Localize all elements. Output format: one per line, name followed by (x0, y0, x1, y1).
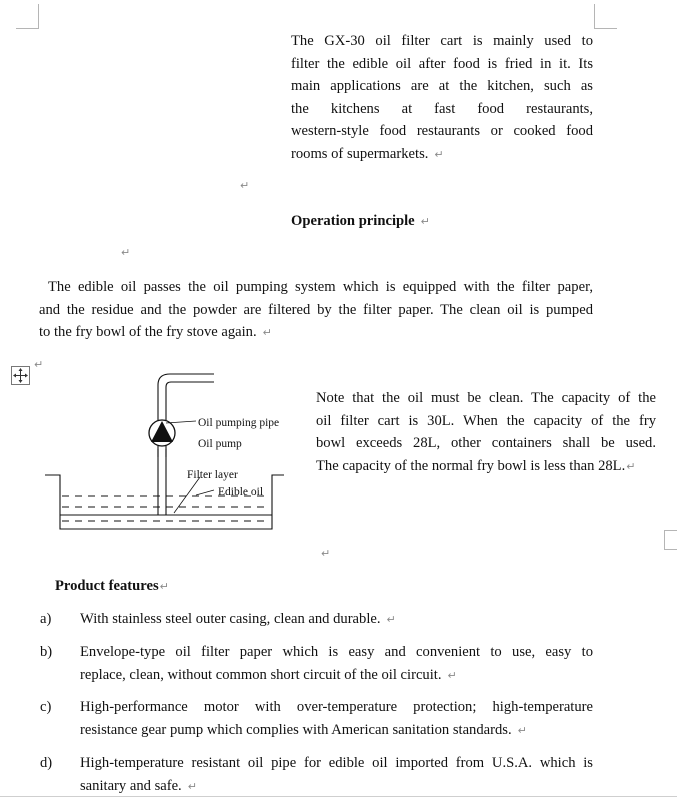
paragraph-mark: ↵ (321, 547, 331, 560)
feature-line: Envelope-type oil filter paper which is easy and convenient to use, easy to (80, 644, 593, 660)
intro-line: main applications are at the kitchen, such as (291, 78, 593, 95)
paragraph-mark: ↵ (386, 613, 396, 626)
intro-paragraph (291, 30, 593, 167)
label-oil-pumping-pipe: Oil pumping pipe (198, 417, 280, 429)
paragraph-mark: ↵ (121, 246, 131, 259)
paragraph-mark: ↵ (240, 179, 250, 192)
label-oil-pump: Oil pump (198, 438, 242, 450)
operation-paragraph (39, 276, 593, 345)
list-marker: a) (40, 611, 52, 627)
intro-line: western-style food restaurants or cooked food (291, 123, 593, 140)
intro-line-last: rooms of supermarkets. ↵ (291, 145, 444, 162)
paragraph-mark: ↵ (434, 147, 444, 161)
note-line: Note that the oil must be clean. The capacity of the (316, 390, 656, 406)
paragraph-mark: ↵ (447, 668, 457, 682)
feature-item-b (0, 641, 677, 689)
list-marker: b) (40, 644, 53, 660)
operation-line: and the residue and the powder are filtered by the filter paper. The clean oil is pumped (39, 301, 593, 318)
feature-item-d (0, 752, 677, 797)
feature-line: High-temperature resistant oil pipe for edible oil imported from U.S.A. which is (80, 755, 593, 771)
paragraph-mark: ↵ (159, 580, 169, 593)
crop-mark-top-right (594, 4, 617, 29)
oil-filter-diagram (0, 365, 290, 540)
feature-line-last: resistance gear pump which complies with American sanitation standards. ↵ (80, 721, 527, 738)
note-line: bowl exceeds 28L, other containers shall be used. (316, 435, 656, 452)
intro-line: filter the edible oil after food is fried in it. Its (291, 55, 593, 72)
feature-line-last: replace, clean, without common short circuit of the oil circuit. ↵ (80, 666, 457, 683)
feature-line-last: With stainless steel outer casing, clean and durable. ↵ (80, 611, 396, 627)
label-edible-oil: Edible oil (218, 486, 264, 498)
paragraph-mark: ↵ (420, 215, 430, 228)
list-marker: c) (40, 699, 52, 715)
intro-line: the kitchens at fast food restaurants, (291, 100, 593, 117)
feature-item-a (0, 608, 677, 632)
operation-heading: Operation principle ↵ (291, 213, 430, 229)
paragraph-mark: ↵ (626, 459, 636, 473)
note-line: oil filter cart is 30L. When the capacity of the fry (316, 412, 656, 429)
operation-line-last: to the fry bowl of the fry stove again. ↵ (39, 324, 272, 341)
list-marker: d) (40, 755, 53, 771)
intro-line: The GX-30 oil filter cart is mainly used to (291, 33, 593, 49)
paragraph-mark: ↵ (187, 779, 197, 793)
crop-mark-right (664, 530, 677, 550)
paragraph-mark: ↵ (262, 326, 272, 340)
operation-line: The edible oil passes the oil pumping system which is equipped with the filter paper, (48, 279, 593, 295)
features-heading: Product features↵ (55, 578, 169, 594)
feature-line: High-performance motor with over-temperature protection; high-temperature (80, 699, 593, 715)
note-line-last: The capacity of the normal fry bowl is less than 28L.↵ (316, 457, 636, 474)
note-paragraph (316, 387, 656, 478)
crop-mark-top-left (16, 4, 39, 29)
paragraph-mark: ↵ (517, 723, 527, 737)
paragraph-mark: ↵ (34, 358, 44, 371)
label-filter-layer: Filter layer (187, 469, 238, 481)
feature-item-c (0, 696, 677, 744)
feature-line-last: sanitary and safe. ↵ (80, 777, 197, 794)
